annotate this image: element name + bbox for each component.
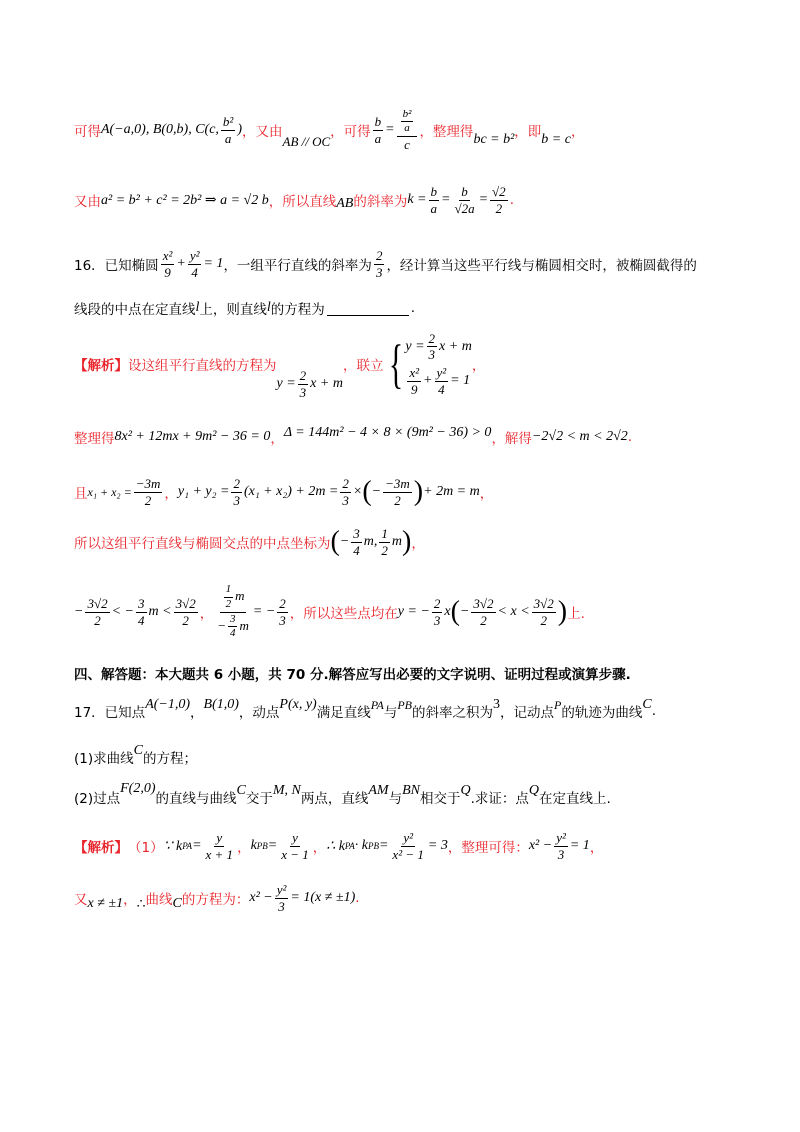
fraction [188, 249, 202, 279]
fraction [401, 109, 414, 135]
math: + [176, 256, 186, 271]
text: ， [312, 840, 327, 856]
text: 整理得 [74, 431, 115, 447]
math: x ≠ ±1 [87, 896, 124, 911]
frac-num: 2 [375, 247, 383, 263]
math: + [423, 373, 433, 389]
frac-den: 4 [438, 381, 445, 397]
math: ∵ k [163, 838, 183, 854]
text: 16．已知椭圆 [74, 258, 159, 274]
math: Q [528, 783, 540, 798]
solution-line-1 [74, 108, 740, 152]
math: < x < [497, 604, 530, 619]
math: = [378, 838, 389, 853]
solution-17-line-1 [74, 828, 740, 864]
text: ， [471, 358, 486, 374]
frac-num: 1 [381, 525, 388, 541]
frac-den: − $\frac{3}{4}$ m [217, 612, 249, 640]
solution-16-line-3 [74, 472, 740, 512]
fraction [204, 831, 236, 861]
math: y = [276, 376, 296, 391]
text: ， [570, 124, 585, 140]
math: = [192, 838, 202, 853]
text: . [355, 890, 360, 906]
frac-den: 3 [299, 384, 307, 400]
math: y₁ + y₂ = [177, 484, 230, 499]
text: ，解得 [491, 431, 532, 447]
math: C [172, 896, 182, 911]
section-title: 四、解答题：本大题共 6 小题，共 70 分.解答应写出必要的文字说明、证明过程或演算步骤. [74, 667, 631, 683]
frac-num: 3 [228, 614, 238, 628]
subscript: PB [367, 841, 379, 851]
fraction [373, 115, 384, 145]
fraction [277, 597, 288, 627]
fraction [379, 527, 390, 557]
fraction [221, 115, 235, 145]
text: ，联立 [342, 358, 384, 374]
frac-num: x² [409, 365, 420, 380]
text: ，一组平行直线的斜率为 [223, 258, 372, 274]
fraction [228, 614, 238, 640]
solution-16-line-4 [74, 522, 740, 562]
text: 的斜率之积为 [412, 705, 494, 721]
fraction [374, 249, 385, 279]
math: = 1 [203, 256, 224, 271]
frac-num: b [461, 183, 468, 199]
math: C [236, 783, 246, 798]
paren: ) [557, 596, 568, 627]
text: .求证：点 [470, 791, 529, 807]
line-equation [277, 369, 343, 399]
text: 的方程为 [270, 302, 325, 318]
paren: ( [362, 476, 372, 507]
text: 的直线与曲线 [155, 791, 237, 807]
frac-den: 2 [394, 492, 401, 508]
fraction [340, 477, 351, 507]
frac-den: 2 [94, 612, 101, 628]
text: (1)求曲线 [74, 751, 134, 767]
text: 可得 [74, 124, 101, 140]
frac-den: 2 [480, 612, 487, 628]
text: ，可得 [330, 124, 371, 140]
subscript: PA [344, 841, 355, 851]
text: ，又由 [242, 124, 283, 140]
fraction [279, 831, 311, 861]
math: + 2m = m [423, 484, 480, 499]
math: −2√2 < m < 2√2 [531, 429, 628, 444]
frac-num: 3√2 [473, 595, 494, 611]
paren: ) [402, 526, 412, 557]
text: （1） [128, 840, 164, 856]
text: ， [589, 840, 604, 856]
system-row-1 [405, 332, 471, 362]
frac-den: 3 [279, 612, 286, 628]
solution-16-line-1 [74, 330, 740, 400]
text: 所以这组平行直线与椭圆交点的中点坐标为 [74, 536, 331, 552]
frac-num: y² [556, 829, 566, 845]
question-16-line-1 [74, 244, 740, 284]
math: = 1(x ≠ ±1) [290, 890, 356, 905]
math: C [642, 697, 652, 712]
math: = [478, 192, 489, 207]
frac-den: 2 [381, 542, 388, 558]
math: = [267, 838, 278, 853]
text: 的方程； [142, 751, 197, 767]
frac-den: √2a [454, 200, 475, 216]
solution-tag: 【解析】 [74, 840, 128, 856]
text: . [651, 703, 656, 719]
math: = [385, 122, 395, 137]
text: 且 [74, 486, 88, 502]
math: b = c [541, 132, 571, 147]
fraction [275, 883, 289, 913]
math: · k [354, 838, 368, 853]
math: A(−a,0), B(0,b), C(c, [101, 122, 219, 137]
frac-num: 3√2 [533, 595, 554, 611]
fraction [532, 597, 556, 627]
math: PB [397, 697, 413, 712]
frac-num: −3m [135, 475, 161, 491]
math: ∴ [136, 896, 146, 912]
question-17-part-2 [74, 782, 740, 812]
text: ， [270, 431, 284, 447]
math: m, [363, 534, 378, 549]
math: x² − [528, 838, 553, 853]
text: . [627, 429, 633, 445]
section-heading [74, 662, 740, 684]
compound-fraction [215, 584, 251, 639]
frac-num: 2 [279, 595, 286, 611]
frac-den: 2 [144, 492, 152, 508]
math: C [133, 743, 143, 758]
text: ，所以直线 [268, 194, 337, 210]
frac-den: x − 1 [281, 846, 309, 862]
fraction [224, 584, 234, 610]
math: − [371, 484, 382, 499]
frac-num: 2 [428, 330, 436, 346]
math: (x₁ + x₂) + 2m = [243, 484, 339, 499]
math: l [266, 300, 271, 315]
fraction [427, 332, 438, 362]
math: ) [237, 122, 242, 137]
text: 曲线 [145, 892, 173, 908]
math: P [554, 697, 562, 712]
text: . [509, 192, 514, 208]
frac-den: x + 1 [205, 846, 234, 862]
solution-16-line-2 [74, 424, 740, 450]
text: 的轨迹为曲线 [561, 705, 643, 721]
math: F(2,0) [120, 781, 156, 796]
math: PA [370, 697, 384, 712]
math: l [195, 300, 200, 315]
math: m [391, 534, 403, 549]
text: 又 [74, 892, 88, 908]
text: ， [164, 486, 178, 502]
math: × [352, 484, 363, 499]
fraction [397, 109, 418, 152]
solution-17-line-2 [74, 880, 740, 916]
fraction [231, 477, 242, 507]
frac-den: 4 [229, 627, 236, 640]
frac-den: 3 [375, 264, 383, 280]
frac-num: √2 [492, 183, 506, 199]
frac-num: 3√2 [175, 595, 196, 611]
question-17-line-1 [74, 696, 740, 726]
solution-tag: 【解析】 [74, 358, 128, 374]
fraction [136, 597, 147, 627]
math: B(1,0) [203, 697, 239, 712]
text: ，整理可得： [447, 840, 529, 856]
frac-num: 2 [342, 475, 349, 491]
fraction [351, 527, 362, 557]
text: 与 [388, 791, 403, 807]
fraction [452, 185, 476, 215]
math: = 1 [569, 838, 590, 853]
math: AM [368, 783, 389, 798]
math: x [444, 604, 451, 619]
math: x + m [310, 376, 343, 391]
math: x₁ + x₂ = [87, 484, 132, 499]
frac-den: 9 [164, 264, 171, 280]
text: 相交于 [419, 791, 461, 807]
frac-den: 2 [540, 612, 547, 628]
text: ，动点 [238, 705, 280, 721]
frac-num: b² [222, 113, 234, 129]
text: 与 [383, 705, 398, 721]
frac-var: m [235, 588, 245, 604]
text: ，即 [514, 124, 542, 140]
frac-num: y² [276, 881, 287, 897]
math: y = [405, 338, 425, 354]
text: 两点，直线 [300, 791, 369, 807]
math: = − [252, 604, 276, 619]
text: ，经计算当这些平行线与椭圆相交时，被椭圆截得的 [386, 258, 697, 274]
frac-den: a [224, 130, 232, 146]
frac-num: b² [401, 109, 414, 123]
frac-num [220, 584, 247, 612]
math: 3 [493, 697, 501, 712]
fraction [435, 366, 449, 396]
frac-den: a [404, 122, 410, 135]
text: 设这组平行直线的方程为 [128, 358, 277, 374]
math: Δ = 144m² − 4 × 8 × (9m² − 36) > 0 [283, 425, 492, 440]
fraction [554, 831, 568, 861]
frac-num: b [430, 183, 437, 199]
math: − [339, 534, 350, 549]
answer-blank [327, 301, 409, 316]
text: ，所以这些点均在 [289, 606, 398, 622]
fraction [490, 185, 508, 215]
math: < − [111, 604, 134, 619]
fraction [85, 597, 109, 627]
frac-den: 4 [138, 612, 145, 628]
text: ，整理得 [419, 124, 474, 140]
math: 8x² + 12mx + 9m² − 36 = 0 [114, 429, 271, 444]
text: ， [190, 705, 204, 721]
fraction [383, 477, 412, 507]
fraction [161, 249, 175, 279]
frac-den: 2 [495, 200, 503, 216]
text: ，记动点 [500, 705, 555, 721]
frac-num: y² [189, 247, 200, 263]
fraction [298, 369, 309, 399]
frac-num: y [216, 829, 223, 845]
fraction [390, 831, 425, 861]
frac-num: x² [162, 247, 173, 263]
frac-den: 3 [428, 347, 436, 363]
frac-num: 3 [138, 595, 145, 611]
subscript: PB [256, 841, 268, 851]
text: 的方程为： [181, 892, 250, 908]
text: 线段的中点在定直线 [74, 302, 196, 318]
math: M, N [272, 783, 301, 798]
frac-num: 1 [224, 584, 234, 598]
math: m < [148, 604, 172, 619]
math: y = − [397, 604, 430, 619]
frac-den: x² − 1 [392, 846, 424, 862]
equation-system [383, 332, 471, 397]
math: AB // OC [282, 134, 331, 149]
frac-den: 9 [410, 381, 418, 397]
fraction [432, 597, 443, 627]
paren: ( [330, 526, 340, 557]
math: k [250, 838, 257, 853]
text: 的斜率为 [353, 194, 408, 210]
frac-num: y² [436, 365, 447, 380]
frac-num: 3 [353, 525, 360, 541]
text: 交于 [245, 791, 273, 807]
math: x² − [249, 890, 273, 905]
question-17-part-1 [74, 744, 740, 770]
text: 上. [567, 606, 585, 622]
math: bc = b² [473, 132, 515, 147]
frac-den: 4 [353, 542, 360, 558]
subscript: PA [182, 841, 193, 851]
math: x + m [439, 338, 472, 354]
frac-den: 3 [433, 612, 441, 628]
math: AB [336, 196, 354, 211]
text: . [410, 300, 416, 316]
text: 在定直线上. [539, 791, 611, 807]
frac-den: 3 [342, 492, 349, 508]
paren: ( [450, 596, 460, 627]
frac-num: −3m [385, 475, 410, 491]
text: ， [411, 536, 425, 552]
fraction [407, 366, 421, 396]
text: 上，则直线 [199, 302, 267, 318]
text: ， [479, 486, 494, 502]
math: = 3 [427, 838, 448, 853]
math: − [459, 604, 470, 619]
frac-num: 2 [299, 367, 307, 383]
fraction [471, 597, 495, 627]
frac-den: c [404, 136, 410, 152]
frac-num [397, 109, 418, 137]
frac-den: 3 [278, 898, 285, 914]
text: ， [123, 892, 137, 908]
math: − [74, 604, 84, 619]
frac-num: b [374, 113, 382, 129]
frac-num: y [292, 829, 298, 845]
fraction [429, 185, 440, 215]
text: 满足直线 [316, 705, 371, 721]
text: 17．已知点 [74, 705, 146, 721]
frac-den: 2 [182, 612, 189, 628]
math: = 1 [450, 373, 471, 389]
math: k = [407, 192, 427, 207]
frac-den: a [430, 200, 437, 216]
math: A(−1,0) [145, 697, 191, 712]
text: ， [237, 840, 251, 856]
math: a² = b² + c² = 2b² ⇒ a = √2 b [101, 192, 269, 208]
frac-den: 3 [557, 846, 565, 862]
frac-num: 3√2 [87, 595, 108, 611]
system-row-2 [405, 366, 471, 396]
text: ， [199, 606, 214, 622]
question-16-line-2 [74, 296, 740, 320]
frac-den: 4 [191, 264, 198, 280]
frac-num: 2 [433, 595, 441, 611]
solution-16-line-5 [74, 572, 740, 652]
system-rows [405, 332, 471, 397]
text: 又由 [74, 194, 101, 210]
math: = [441, 192, 451, 207]
frac-var: m [239, 617, 249, 633]
fraction [174, 597, 198, 627]
math: Q [460, 783, 471, 798]
frac-den: 3 [233, 492, 240, 508]
math: BN [402, 783, 420, 798]
frac-den: 2 [225, 597, 232, 610]
frac-den: a [374, 130, 382, 146]
frac-num: y² [403, 829, 413, 845]
fraction [134, 477, 163, 507]
math: ∴ k [326, 838, 345, 854]
left-brace: { [389, 334, 404, 394]
math: P(x, y) [279, 697, 317, 712]
paren: ) [413, 476, 424, 507]
solution-line-2 [74, 180, 740, 220]
frac-num: 2 [233, 475, 240, 491]
text: (2)过点 [74, 791, 121, 807]
